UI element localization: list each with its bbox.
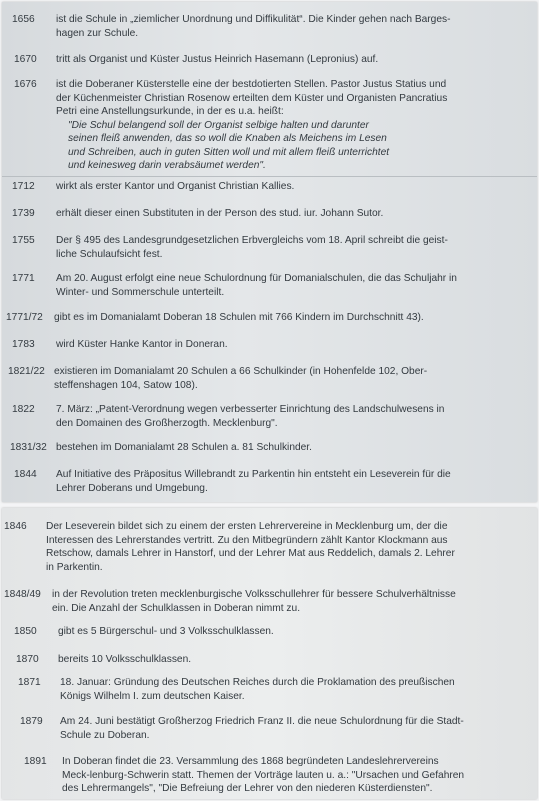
quote-line: seinen fleiß anwenden, das so woll die Knaben als Meichens im Lesen: [68, 133, 387, 144]
entry-line: Königs Wilhelm I. zum deutschen Kaiser.: [60, 690, 245, 702]
entry-year: 1879: [20, 716, 43, 727]
entry-line: in der Revolution treten mecklenburgische Volksschullehrer für bessere Schulverhältnisse: [52, 589, 456, 600]
entry-line: Winter- und Sommerschule unterteilt.: [56, 286, 225, 298]
entry-1783: [12, 338, 527, 352]
entry-line: Lehrer Doberans und Umgebung.: [56, 482, 208, 494]
entry-line: Auf Initiative des Präpositus Willebrandt zu Parkentin hin entsteht ein Leseverein für die: [56, 469, 451, 480]
entry-year: 1891: [24, 756, 47, 767]
entry-1670: [14, 53, 527, 67]
entry-1771-72: [6, 311, 527, 325]
entry-1822: [12, 403, 527, 430]
entry-line: Am 24. Juni bestätigt Großherzog Friedrich Franz II. die neue Schulordnung für die Stadt-: [60, 716, 464, 727]
entry-1755: [12, 234, 527, 261]
entry-year: 1821/22: [8, 366, 45, 377]
entry-year: 1755: [12, 235, 35, 246]
entry-line: in Parkentin.: [46, 561, 103, 573]
entry-year: 1844: [14, 469, 37, 480]
entry-line: gibt es 5 Bürgerschul- und 3 Volksschulklassen.: [58, 626, 274, 637]
entry-year: 1831/32: [10, 442, 47, 453]
document-page-bottom: [2, 508, 537, 799]
entry-1831-32: [10, 441, 527, 455]
entry-line: Interessen des Lehrerstandes vertritt. Zu den Mitbegründern zählt Kantor Klockmann aus: [46, 534, 448, 546]
entry-line: Schule zu Doberan.: [60, 729, 150, 741]
entry-year: 1850: [14, 626, 37, 637]
entry-year: 1771/72: [6, 312, 43, 323]
entry-line: gibt es im Domanialamt Doberan 18 Schulen mit 766 Kindern im Durchschnitt 43).: [54, 312, 424, 323]
entry-line: steffenshagen 104, Satow 108).: [54, 379, 198, 391]
quote-line: und Schreiben, auch in guten Sitten woll und mit allem fleiß unterrichtet: [68, 146, 390, 158]
entry-line: 7. März: „Patent-Verordnung wegen verbesserter Einrichtung des Landschulwesens in: [56, 404, 445, 415]
entry-line: des Lehrermangels", "Die Befreiung der Lehrer von den niederen Küsterdiensten".: [62, 783, 433, 794]
entry-line: ein. Die Anzahl der Schulklassen in Doberan nimmt zu.: [52, 602, 301, 614]
entry-year: 1870: [16, 654, 39, 665]
entry-line: Petri eine Anstellungsurkunde, in der es u.a. heißt:: [56, 106, 284, 117]
entry-1870: [16, 653, 524, 667]
entry-line: bereits 10 Volksschulklassen.: [58, 654, 192, 665]
entry-year: 1670: [14, 54, 37, 65]
entry-line: Am 20. August erfolgt eine neue Schulordnung für Domanialschulen, die das Schuljahr in: [56, 273, 457, 284]
entry-year: 1848/49: [4, 589, 41, 600]
quote-line: und keinesweg darin verabsäumet werden".: [68, 160, 266, 171]
entry-line: den Domainen des Großherzogth. Mecklenburg".: [56, 417, 278, 429]
divider: [2, 176, 537, 177]
entry-line: erhält dieser einen Substituten in der Person des stud. iur. Johann Sutor.: [56, 208, 384, 219]
entry-line: tritt als Organist und Küster Justus Heinrich Hasemann (Lepronius) auf.: [56, 54, 379, 65]
entry-line: wird Küster Hanke Kantor in Doneran.: [56, 339, 228, 350]
entry-1844: [14, 468, 527, 495]
entry-year: 1783: [12, 339, 35, 350]
entry-line: existieren im Domanialamt 20 Schulen a 66 Schulkinder (in Hohenfelde 102, Ober-: [54, 366, 428, 377]
entry-year: 1771: [12, 273, 35, 284]
entry-1848-49: [4, 588, 524, 615]
entry-year: 1871: [18, 677, 41, 688]
entry-year: 1712: [12, 181, 35, 192]
entry-1656: [12, 13, 527, 40]
entry-1879: [20, 715, 524, 742]
entry-year: 1822: [12, 404, 35, 415]
entry-1871: [18, 676, 524, 703]
entry-line: der Küchenmeister Christian Rosenow erteilten dem Küster und Organisten Pancratius: [56, 92, 448, 104]
entry-line: ist die Schule in „ziemlicher Unordnung und Diffikulität“. Die Kinder gehen nach Barges-: [56, 14, 451, 25]
entry-line: Meck-lenburg-Schwerin statt. Themen der Vorträge lauten u. a.: "Ursachen und Gefahren: [62, 769, 465, 781]
entry-line: wirkt als erster Kantor und Organist Christian Kallies.: [56, 181, 295, 192]
entry-year: 1739: [12, 208, 35, 219]
entry-1739: [12, 207, 527, 221]
entry-line: liche Schulaufsicht fest.: [56, 248, 163, 260]
entry-quote: [68, 119, 527, 173]
entry-line: Der § 495 des Landesgrundgesetzlichen Erbvergleichs vom 18. April schreibt die geist-: [56, 235, 448, 246]
entry-1850: [14, 625, 524, 639]
entry-1771: [12, 272, 527, 299]
entry-1712: [12, 180, 527, 194]
entry-line: Retschow, damals Lehrer in Hanstorf, und der Lehrer Mat aus Reddelich, damals 2. Lehrer: [46, 548, 455, 559]
entry-1891: [24, 755, 524, 796]
document-page-top: [2, 2, 537, 502]
entry-year: 1656: [12, 14, 35, 25]
entry-line: In Doberan findet die 23. Versammlung des 1868 begründeten Landeslehrervereins: [62, 756, 439, 767]
entry-year: 1846: [4, 521, 27, 532]
entry-line: hagen zur Schule.: [56, 27, 139, 39]
entry-year: 1676: [14, 79, 37, 90]
entry-1846: [4, 520, 524, 574]
entry-line: 18. Januar: Gründung des Deutschen Reiches durch die Proklamation des preußischen: [60, 677, 455, 688]
entry-line: Der Leseverein bildet sich zu einem der ersten Lehrervereine in Mecklenburg um, der die: [46, 521, 448, 532]
entry-1676: [14, 78, 527, 173]
entry-1821-22: [8, 365, 527, 392]
entry-line: ist die Doberaner Küsterstelle eine der bestdotierten Stellen. Pastor Justus Statius und: [56, 79, 447, 90]
entry-line: bestehen im Domanialamt 28 Schulen a. 81 Schulkinder.: [56, 442, 312, 453]
quote-line: "Die Schul belangend soll der Organist selbige halten und darunter: [68, 119, 369, 131]
